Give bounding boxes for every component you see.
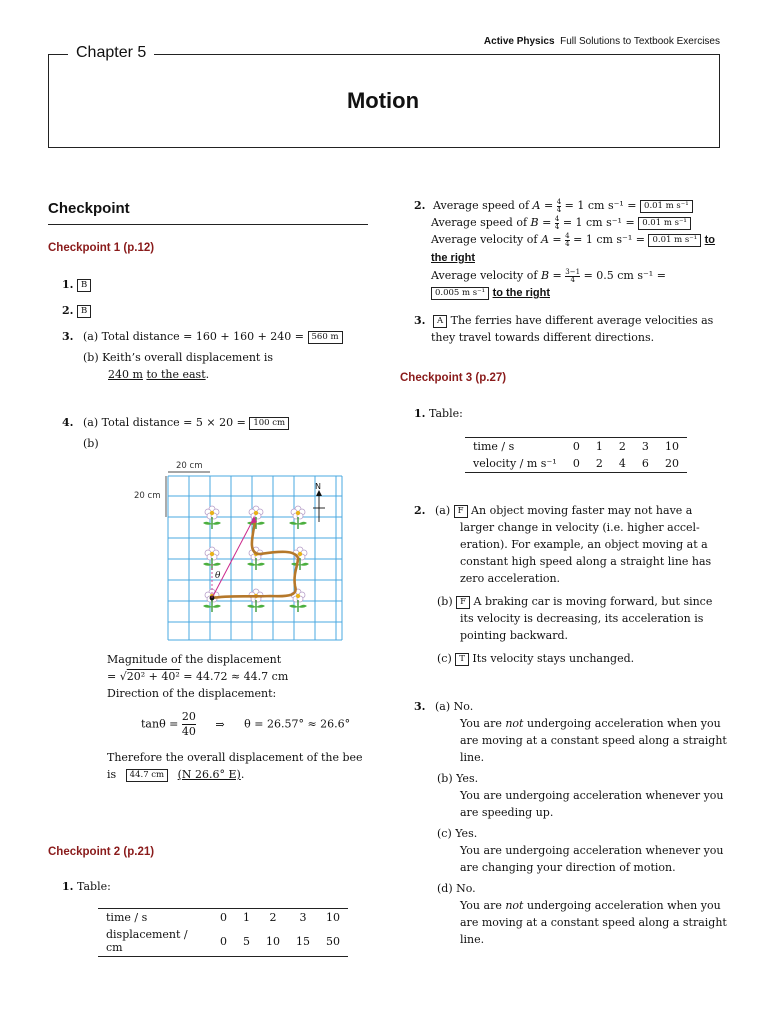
numerator: 4 <box>554 214 560 223</box>
emphasis: not <box>505 717 524 730</box>
answer-box: F <box>454 505 468 518</box>
fraction <box>555 216 559 231</box>
answer-underline: to the east <box>146 368 206 381</box>
cell: 50 <box>318 926 348 957</box>
answer-box: 0.01 m s⁻¹ <box>638 217 691 230</box>
eq-text: Average velocity of <box>431 269 538 282</box>
part-label: (b) <box>437 595 453 608</box>
cell: 2 <box>611 438 634 456</box>
part-label: (a) <box>434 700 451 713</box>
header-brand: Active Physics <box>483 36 555 47</box>
answer-underline: the right <box>431 252 475 264</box>
chapter-label: Chapter 5 <box>68 44 154 62</box>
question-number: 3. <box>414 314 426 327</box>
answer-underline: 240 m <box>108 368 143 381</box>
fraction <box>565 269 580 284</box>
answer-box: 0.005 m s⁻¹ <box>431 287 489 300</box>
part-text: Keith’s overall displacement is <box>102 351 274 364</box>
eq-var: B <box>530 216 539 229</box>
cell: 0 <box>565 455 588 473</box>
answer-text: they travel towards different directions. <box>431 331 655 344</box>
cell: 10 <box>258 926 288 957</box>
part-label: (a) <box>434 504 451 517</box>
denominator: 4 <box>556 205 562 214</box>
answer-underline: to the right <box>492 287 550 299</box>
part-label: (b) <box>437 772 453 785</box>
part-label: (b) <box>83 351 99 364</box>
cell: 4 <box>611 455 634 473</box>
question-text: Table: <box>428 407 463 420</box>
height-label: 20 cm <box>134 491 161 501</box>
answer-text: Its velocity stays unchanged. <box>472 652 635 665</box>
cp3-q1 <box>414 405 463 422</box>
cp3-table <box>465 437 687 473</box>
cp1-q3 <box>62 328 362 383</box>
answer-text: zero acceleration. <box>460 572 561 585</box>
cell: 0 <box>212 926 235 957</box>
part-text: Total distance = 160 + 160 + 240 = <box>101 330 305 343</box>
part-label: (a) <box>82 416 99 429</box>
cell: 3 <box>634 438 657 456</box>
cell: 2 <box>588 455 611 473</box>
tan-denominator: 40 <box>181 725 196 738</box>
part-label: (a) <box>82 330 99 343</box>
cp2-q3 <box>414 312 734 346</box>
answer-box: B <box>77 305 91 318</box>
answer-text: pointing backward. <box>460 629 569 642</box>
question-number: 1. <box>414 407 426 420</box>
answer-text: undergoing acceleration when you <box>523 899 721 912</box>
cell: 6 <box>634 455 657 473</box>
answer-box: T <box>455 653 469 666</box>
tan-equation <box>141 710 367 739</box>
cell: 15 <box>288 926 318 957</box>
question-text: Table: <box>76 880 111 893</box>
checkpoint-3-title: Checkpoint 3 (p.27) <box>400 372 507 384</box>
answer-text: A braking car is moving forward, but since <box>473 595 713 608</box>
answer-text: You are <box>460 717 506 730</box>
part-text: Total distance = 5 × 20 = <box>101 416 246 429</box>
row-header: displacement / cm <box>98 926 212 957</box>
question-number: 3. <box>414 700 426 713</box>
table-row <box>98 926 348 957</box>
eq-var: A <box>532 199 541 212</box>
row-header: time / s <box>465 438 565 456</box>
answer-text: larger change in velocity (i.e. higher accel- <box>460 521 700 534</box>
denominator: 4 <box>570 275 575 284</box>
answer-box: 44.7 cm <box>126 769 168 782</box>
fraction <box>565 233 569 248</box>
checkpoint-1-title: Checkpoint 1 (p.12) <box>48 242 155 254</box>
question-number: 1. <box>62 278 74 291</box>
answer-text: line. <box>460 933 485 946</box>
question-number: 3. <box>62 330 74 343</box>
part-label: (b) <box>83 437 99 450</box>
theta-label: θ <box>215 571 221 581</box>
direction-label: Direction of the displacement: <box>107 687 277 700</box>
answer-text: No. <box>453 700 474 713</box>
answer-text: An object moving faster may not have a <box>471 504 693 517</box>
answer-underline: to <box>704 234 716 246</box>
header-subtitle: Full Solutions to Textbook Exercises <box>560 36 720 47</box>
emphasis: not <box>505 899 524 912</box>
conclusion-answer <box>107 766 367 783</box>
answer-underline: (N 26.6° E) <box>177 768 241 781</box>
eq-var: B <box>540 269 550 282</box>
answer-text: The ferries have different average velocities as <box>450 314 714 327</box>
question-number: 4. <box>62 416 74 429</box>
width-label: 20 cm <box>176 461 203 471</box>
checkpoint-2-title: Checkpoint 2 (p.21) <box>48 846 155 858</box>
numerator: 4 <box>565 231 570 240</box>
fraction <box>557 199 561 214</box>
cell: 10 <box>318 909 348 927</box>
conclusion-line: Therefore the overall displacement of the bee <box>107 751 363 764</box>
answer-text: No. <box>456 882 476 895</box>
heading-rule <box>48 224 368 225</box>
conclusion-is: is <box>107 768 117 781</box>
cell: 2 <box>258 909 288 927</box>
eq-var: A <box>540 233 549 246</box>
part-label: (c) <box>437 827 452 840</box>
answer-text: are moving at a constant speed along a straight <box>460 734 727 747</box>
answer-text: are moving at a constant speed along a straight <box>460 916 727 929</box>
eq-radicand: 20² + 40² <box>126 670 180 683</box>
eq-text: Average speed of <box>431 216 528 229</box>
cell: 0 <box>212 909 235 927</box>
cp1-q4 <box>62 414 362 452</box>
north-label: N <box>315 482 321 491</box>
chapter-title: Motion <box>346 88 420 113</box>
cp2-q2: 2. Average speed of A = $\frac{4}{4}$ = 1 cm s⁻¹ = 0.01 m s⁻¹ Average speed of B = $\frac{4}{4}$ = 1 cm s⁻¹ = 0.01 m s⁻¹ Average velocity of A = $\frac{4}{4}$ = 1 cm s⁻¹ = 0.01 m s⁻¹ to the right Average velocity of B = $\frac{3-1}{4}$ = 0.5 cm s⁻¹ = 0.005 m s⁻¹ to the right <box>414 197 716 299</box>
table-row <box>98 909 348 927</box>
displacement-grid-figure <box>130 458 350 643</box>
numerator: 3−1 <box>565 267 581 276</box>
table-row <box>465 455 687 473</box>
cp1-q4-working <box>107 651 367 783</box>
answer-text: eration). For example, an object moving at a <box>460 538 708 551</box>
row-header: time / s <box>98 909 212 927</box>
period: . <box>240 768 245 781</box>
cell: 0 <box>565 438 588 456</box>
answer-box: A <box>433 315 447 328</box>
cp3-q2 <box>414 502 734 667</box>
answer-box: F <box>456 596 470 609</box>
question-number: 2. <box>414 504 426 517</box>
section-heading: Checkpoint <box>48 200 130 217</box>
answer-box: 0.01 m s⁻¹ <box>640 200 693 213</box>
denominator: 4 <box>565 239 570 248</box>
question-number: 2. <box>62 304 74 317</box>
answer-text: its velocity is decreasing, its acceleration is <box>460 612 704 625</box>
question-number: 1. <box>62 880 74 893</box>
eq-result: = 44.72 ≈ 44.7 cm <box>179 670 289 683</box>
cp2-table <box>98 908 348 957</box>
table-row <box>465 438 687 456</box>
cell: 10 <box>657 438 687 456</box>
answer-text: are changing your direction of motion. <box>460 861 676 874</box>
eq-text: = 1 cm s⁻¹ = <box>564 199 637 212</box>
cell: 3 <box>288 909 318 927</box>
answer-text: constant high speed along a straight line has <box>460 555 712 568</box>
magnitude-label: Magnitude of the displacement <box>107 653 282 666</box>
tan-result: θ = 26.57° ≈ 26.6° <box>244 717 351 731</box>
part-label: (d) <box>437 882 453 895</box>
cell: 1 <box>235 909 258 927</box>
numerator: 4 <box>556 197 562 206</box>
answer-text: You are undergoing acceleration whenever you <box>460 844 724 857</box>
tan-lhs: tanθ = <box>141 717 179 731</box>
cp1-q2 <box>62 302 91 319</box>
eq-text: = 1 cm s⁻¹ = <box>562 216 635 229</box>
part-label: (c) <box>437 652 452 665</box>
eq-text: Average speed of <box>432 199 530 212</box>
cell: 20 <box>657 455 687 473</box>
running-header <box>484 36 720 47</box>
eq-text: Average velocity of <box>431 233 538 246</box>
implies-arrow: ⇒ <box>215 717 225 731</box>
answer-box: B <box>77 279 91 292</box>
eq-text: = 0.5 cm s⁻¹ = <box>583 269 666 282</box>
cp1-q1 <box>62 276 91 293</box>
magnitude-equation <box>107 668 367 685</box>
cell: 5 <box>235 926 258 957</box>
denominator: 4 <box>554 222 560 231</box>
answer-text: undergoing acceleration when you <box>523 717 721 730</box>
eq-sqrt: = √ <box>107 670 127 683</box>
answer-text: line. <box>460 751 485 764</box>
answer-text: Yes. <box>456 772 479 785</box>
period: . <box>205 368 210 381</box>
displacement-arrow <box>212 518 254 598</box>
question-number: 2. <box>414 199 426 212</box>
answer-text: are speeding up. <box>460 806 554 819</box>
answer-box: 560 m <box>308 331 343 344</box>
eq-text: = 1 cm s⁻¹ = <box>573 233 645 246</box>
cell: 1 <box>588 438 611 456</box>
tan-numerator: 20 <box>181 710 196 723</box>
answer-box: 0.01 m s⁻¹ <box>648 234 701 247</box>
row-header: velocity / m s⁻¹ <box>465 455 565 473</box>
answer-text: You are <box>460 899 506 912</box>
cp2-q1 <box>62 878 111 895</box>
answer-text: Yes. <box>455 827 478 840</box>
answer-text: You are undergoing acceleration whenever you <box>460 789 724 802</box>
cp3-q3 <box>414 698 734 948</box>
answer-box: 100 cm <box>249 417 289 430</box>
